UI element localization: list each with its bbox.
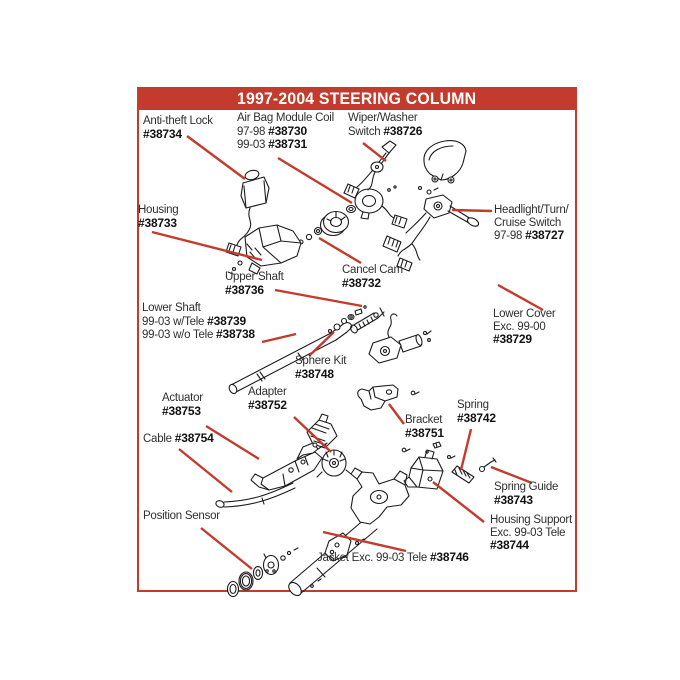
part-number: #38746	[429, 550, 469, 564]
label-text: Headlight/Turn/	[494, 204, 569, 216]
label-text	[494, 494, 558, 508]
leader-sphere-kit	[309, 332, 334, 356]
label-lower-shaft	[142, 302, 255, 342]
part-number: #38752	[248, 397, 287, 412]
part-number: #38753	[162, 403, 201, 418]
label-text	[138, 217, 178, 231]
leader-housing-support	[433, 482, 484, 522]
label-text	[295, 368, 346, 382]
label-text: Lower Shaft	[142, 302, 201, 314]
label-anti-theft-lock	[143, 115, 213, 141]
position-sensor-drawing	[228, 548, 299, 597]
label-position-sensor	[143, 510, 220, 523]
part-number: #38751	[405, 425, 444, 440]
label-headlight-turn-cruise-switch	[494, 204, 568, 243]
label-lower-cover	[493, 308, 555, 347]
label-text: 99-03 w/Tele #38739	[142, 313, 246, 328]
label-text	[225, 284, 284, 298]
upper-cover-drawing	[424, 141, 466, 183]
label-air-bag-module-coil	[237, 112, 334, 152]
label-text: Upper Shaft	[225, 271, 284, 283]
spring-drawing	[452, 466, 474, 483]
label-text: Adapter	[248, 386, 287, 398]
part-number: #38732	[342, 275, 381, 290]
part-number: #38754	[174, 431, 214, 445]
label-text: 97-98 #38727	[494, 228, 564, 243]
label-adapter	[248, 386, 287, 412]
label-text	[457, 412, 496, 426]
tilt-motor-drawing	[369, 314, 431, 363]
label-text: Switch #38726	[348, 123, 423, 138]
label-text: 97-98 #38730	[237, 123, 307, 138]
part-number: #38736	[225, 282, 264, 297]
leader-lines	[152, 136, 543, 569]
label-spring	[457, 399, 496, 425]
label-text: Air Bag Module Coil	[237, 112, 334, 124]
label-text: Exc. 99-03 Tele	[490, 526, 566, 539]
part-number: #38743	[494, 492, 533, 507]
label-housing-support	[490, 514, 572, 553]
label-wiper-washer-switch	[348, 112, 422, 138]
part-number: #38744	[490, 538, 529, 553]
leader-position-sensor	[201, 528, 252, 569]
label-text: Housing Support	[490, 514, 572, 526]
label-text	[143, 128, 213, 142]
part-number: #38729	[493, 332, 532, 347]
part-number: #38727	[525, 228, 564, 243]
label-text: Bracket	[405, 414, 443, 426]
label-text: Position Sensor	[143, 510, 220, 522]
part-number: #38742	[457, 410, 496, 425]
part-number: #38731	[268, 137, 307, 152]
leader-bracket	[389, 404, 404, 424]
label-upper-shaft	[225, 271, 284, 297]
label-cancel-cam	[342, 264, 403, 290]
label-jacket	[317, 551, 469, 565]
label-text: Housing	[138, 204, 179, 216]
part-number: #38726	[383, 123, 423, 138]
label-text: 99-03 w/o Tele #38738	[142, 327, 255, 342]
label-text	[490, 539, 572, 553]
label-text: Lower Cover	[493, 308, 556, 320]
label-text: Spring	[457, 399, 489, 411]
label-text: Spring Guide	[494, 481, 559, 493]
label-text: Sphere Kit	[295, 355, 347, 367]
spring-guide-drawing	[480, 458, 497, 472]
housing-support-drawing	[404, 450, 443, 489]
leader-headlight-turn-cruise-switch	[452, 210, 492, 211]
label-text: Exc. 99-00	[493, 320, 546, 333]
leader-lower-shaft	[262, 334, 296, 342]
label-sphere-kit	[295, 355, 346, 381]
part-number: #38748	[295, 366, 334, 381]
label-text	[342, 277, 403, 291]
label-housing	[138, 204, 178, 230]
part-number: #38739	[207, 313, 246, 328]
part-number: #38733	[138, 215, 177, 230]
part-number: #38734	[143, 126, 182, 141]
leader-wiper-washer-switch	[363, 143, 386, 161]
leader-spring	[461, 429, 471, 470]
label-actuator	[162, 392, 203, 418]
label-text: Actuator	[162, 392, 203, 404]
upper-shaft-drawing	[349, 308, 384, 334]
label-text	[248, 399, 287, 413]
diagram-title: 1997-2004 STEERING COLUMN	[237, 89, 477, 108]
jacket-drawing	[286, 468, 409, 598]
label-text	[405, 427, 444, 441]
part-number: #38738	[216, 327, 255, 342]
leader-cancel-cam	[319, 238, 361, 263]
label-text: 99-03 #38731	[237, 137, 307, 152]
bracket-drawing	[358, 385, 419, 410]
label-text: Cruise Switch	[494, 216, 562, 229]
label-text	[162, 405, 203, 419]
label-bracket	[405, 414, 444, 440]
actuator-drawing	[251, 443, 327, 490]
label-text: Wiper/Washer	[348, 112, 418, 124]
leader-upper-shaft	[275, 290, 362, 306]
label-cable	[143, 432, 214, 446]
label-text	[493, 333, 555, 347]
leader-lower-cover	[498, 285, 543, 310]
label-text: Cable #38754	[143, 431, 214, 445]
label-text: Anti-theft Lock	[143, 115, 213, 127]
leader-cable	[179, 449, 232, 492]
label-text: Cancel Cam	[342, 264, 403, 276]
label-spring-guide	[494, 481, 558, 507]
headlight-turn-cruise-switch-drawing	[383, 187, 480, 272]
label-text: Jacket Exc. 99-03 Tele #38746	[317, 550, 469, 564]
leader-air-bag-module-coil	[278, 158, 352, 203]
part-number: #38730	[268, 123, 307, 138]
